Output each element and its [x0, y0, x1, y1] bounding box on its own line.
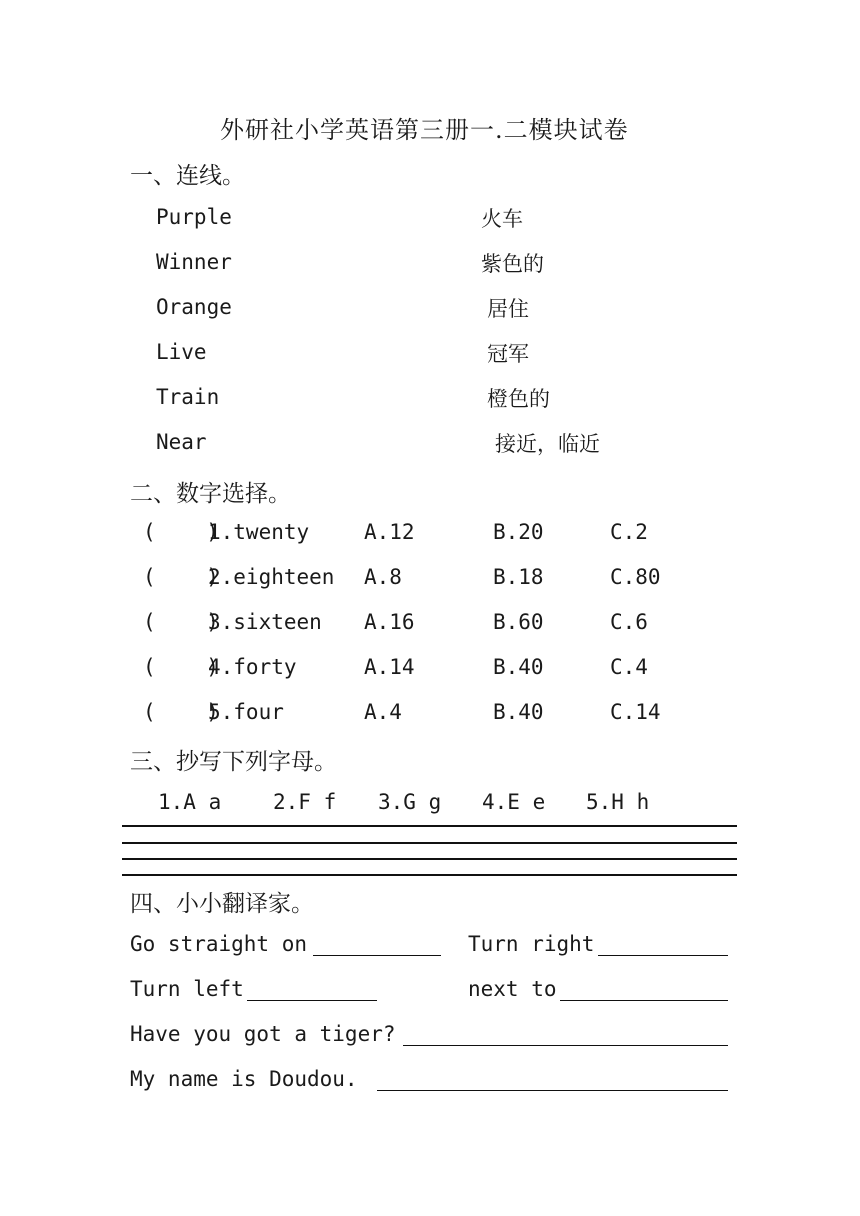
- letter-pair-5: 5.H h: [586, 790, 650, 814]
- match-chinese-5: 橙色的: [487, 387, 550, 411]
- letter-pair-3: 3.G g: [378, 790, 442, 814]
- match-english-5: Train: [156, 385, 220, 409]
- option-a: A.14: [364, 655, 415, 679]
- answer-bracket[interactable]: ( ): [143, 655, 219, 679]
- section3-heading: 三、抄写下列字母。: [130, 749, 337, 775]
- translate-item-4: next to: [468, 977, 557, 1001]
- option-c: C.14: [610, 700, 661, 724]
- translate-item-2: Turn right: [468, 932, 595, 956]
- match-english-6: Near: [156, 430, 207, 454]
- match-english-3: Orange: [156, 295, 232, 319]
- option-b: B.18: [493, 565, 544, 589]
- answer-bracket[interactable]: ( ): [143, 700, 219, 724]
- writing-line-2[interactable]: [122, 842, 737, 844]
- page-title: 外研社小学英语第三册一.二模块试卷: [220, 116, 629, 144]
- option-b: B.40: [493, 655, 544, 679]
- match-english-4: Live: [156, 340, 207, 364]
- match-chinese-2: 紫色的: [481, 252, 544, 276]
- answer-blank-3[interactable]: [247, 1000, 377, 1001]
- section2-heading: 二、数字选择。: [130, 481, 291, 507]
- question-word: 2.eighteen: [208, 565, 335, 589]
- section1-heading: 一、连线。: [130, 163, 245, 189]
- match-english-1: Purple: [156, 205, 232, 229]
- writing-line-1[interactable]: [122, 825, 737, 827]
- option-a: A.4: [364, 700, 402, 724]
- answer-blank-6[interactable]: [377, 1090, 728, 1091]
- letter-pair-1: 1.A a: [158, 790, 222, 814]
- section4-heading: 四、小小翻译家。: [130, 891, 314, 917]
- writing-line-4[interactable]: [122, 874, 737, 876]
- option-b: B.40: [493, 700, 544, 724]
- question-word: 4.forty: [208, 655, 297, 679]
- option-c: C.4: [610, 655, 648, 679]
- answer-bracket[interactable]: ( ): [143, 610, 219, 634]
- answer-blank-1[interactable]: [313, 955, 441, 956]
- writing-line-3[interactable]: [122, 858, 737, 860]
- match-chinese-4: 冠军: [487, 342, 529, 366]
- answer-blank-5[interactable]: [403, 1045, 728, 1046]
- translate-item-3: Turn left: [130, 977, 244, 1001]
- answer-blank-2[interactable]: [598, 955, 728, 956]
- question-word: 3.sixteen: [208, 610, 322, 634]
- option-c: C.80: [610, 565, 661, 589]
- option-b: B.60: [493, 610, 544, 634]
- option-c: C.2: [610, 520, 648, 544]
- translate-item-6: My name is Doudou.: [130, 1067, 358, 1091]
- match-chinese-1: 火车: [481, 207, 523, 231]
- option-a: A.16: [364, 610, 415, 634]
- option-b: B.20: [493, 520, 544, 544]
- match-english-2: Winner: [156, 250, 232, 274]
- option-c: C.6: [610, 610, 648, 634]
- match-chinese-6: 接近，临近: [495, 432, 600, 456]
- letter-pair-2: 2.F f: [273, 790, 337, 814]
- option-a: A.8: [364, 565, 402, 589]
- answer-blank-4[interactable]: [560, 1000, 728, 1001]
- answer-bracket[interactable]: ( ): [143, 520, 219, 544]
- translate-item-1: Go straight on: [130, 932, 308, 956]
- question-word: 5.four: [208, 700, 284, 724]
- translate-item-5: Have you got a tiger?: [130, 1022, 396, 1046]
- option-a: A.12: [364, 520, 415, 544]
- match-chinese-3: 居住: [487, 297, 529, 321]
- letter-pair-4: 4.E e: [482, 790, 546, 814]
- answer-bracket[interactable]: ( ): [143, 565, 219, 589]
- question-word: 1.twenty: [208, 520, 310, 544]
